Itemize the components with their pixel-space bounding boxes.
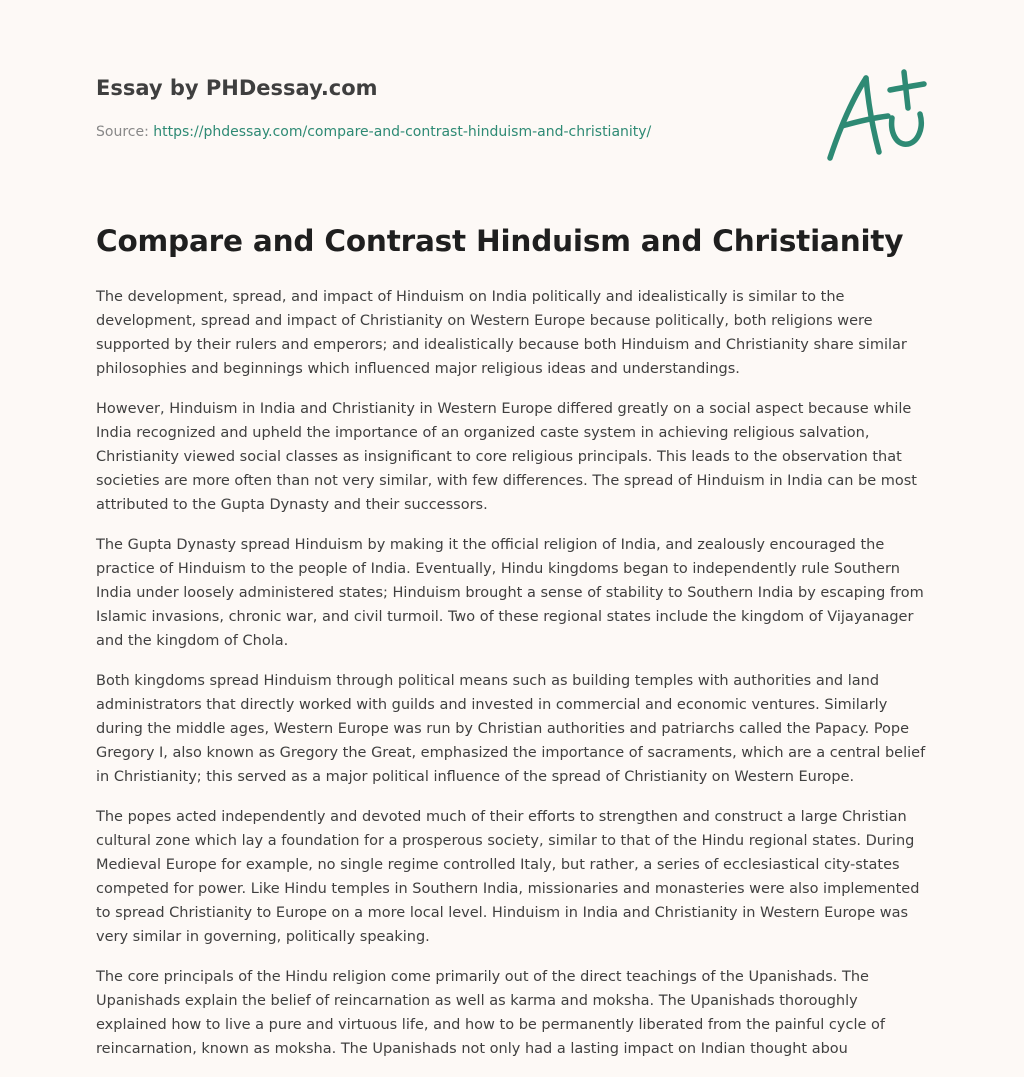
essay-paragraph: The core principals of the Hindu religion come primarily out of the direct teachings of the Upanishads. The Upanishads explain the belief of reincarnation as well as karma and moksha. The Upanishads thoroughly explained how to live a pure and virtuous life, and how to be permanently liberated from the painful cycle of reincarnation, known as moksha. The Upanishads not only had a lasting impact on Indian thought abou — [96, 969, 885, 1057]
essay-body — [96, 285, 928, 1077]
a-plus-logo-icon — [824, 66, 928, 166]
essay-paragraph: Both kingdoms spread Hinduism through political means such as building temples with authorities and land administrators that directly worked with guilds and invested in commercial and economic ventures. Similarly during the middle ages, Western Europe was run by Christian authorities and patriarchs called the Papacy. Pope Gregory I, also known as Gregory the Great, emphasized the importance of sacraments, which are a central belief in Christianity; this served as a major political influence of the spread of Christianity on Western Europe. — [96, 673, 926, 785]
brand-title: Essay by PHDessay.com — [96, 76, 378, 100]
essay-paragraph: The Gupta Dynasty spread Hinduism by making it the official religion of India, and zealously encouraged the practice of Hinduism to the people of India. Eventually, Hindu kingdoms began to independently rule Southern India under loosely administered states; Hinduism brought a sense of stability to Southern India by escaping from Islamic invasions, chronic war, and civil turmoil. Two of these regional states include the kingdom of Vijayanager and the kingdom of Chola. — [96, 537, 924, 649]
essay-paragraph: The popes acted independently and devoted much of their efforts to strengthen and construct a large Christian cultural zone which lay a foundation for a prosperous society, similar to that of the Hindu regional states. During Medieval Europe for example, no single regime controlled Italy, but rather, a series of ecclesiastical city-states competed for power. Like Hindu temples in Southern India, missionaries and monasteries were also implemented to spread Christianity to Europe on a more local level. Hinduism in India and Christianity in Western Europe was very similar in governing, politically speaking. — [96, 809, 920, 945]
essay-title: Compare and Contrast Hinduism and Christianity — [96, 224, 904, 258]
source-line — [96, 124, 651, 140]
essay-paragraph: However, Hinduism in India and Christianity in Western Europe differed greatly on a social aspect because while India recognized and upheld the importance of an organized caste system in achieving religious salvation, Christianity viewed social classes as insignificant to core religious principals. This leads to the observation that societies are more often than not very similar, with few differences. The spread of Hinduism in India can be most attributed to the Gupta Dynasty and their successors. — [96, 401, 917, 513]
source-label: Source: — [96, 124, 149, 140]
essay-paragraph: The development, spread, and impact of Hinduism on India politically and idealistically is similar to the development, spread and impact of Christianity on Western Europe because politically, both religions were supported by their rulers and emperors; and idealistically because both Hinduism and Christianity share similar philosophies and beginnings which influenced major religious ideas and understandings. — [96, 289, 907, 377]
source-link[interactable]: https://phdessay.com/compare-and-contrast-hinduism-and-christianity/ — [153, 124, 652, 140]
